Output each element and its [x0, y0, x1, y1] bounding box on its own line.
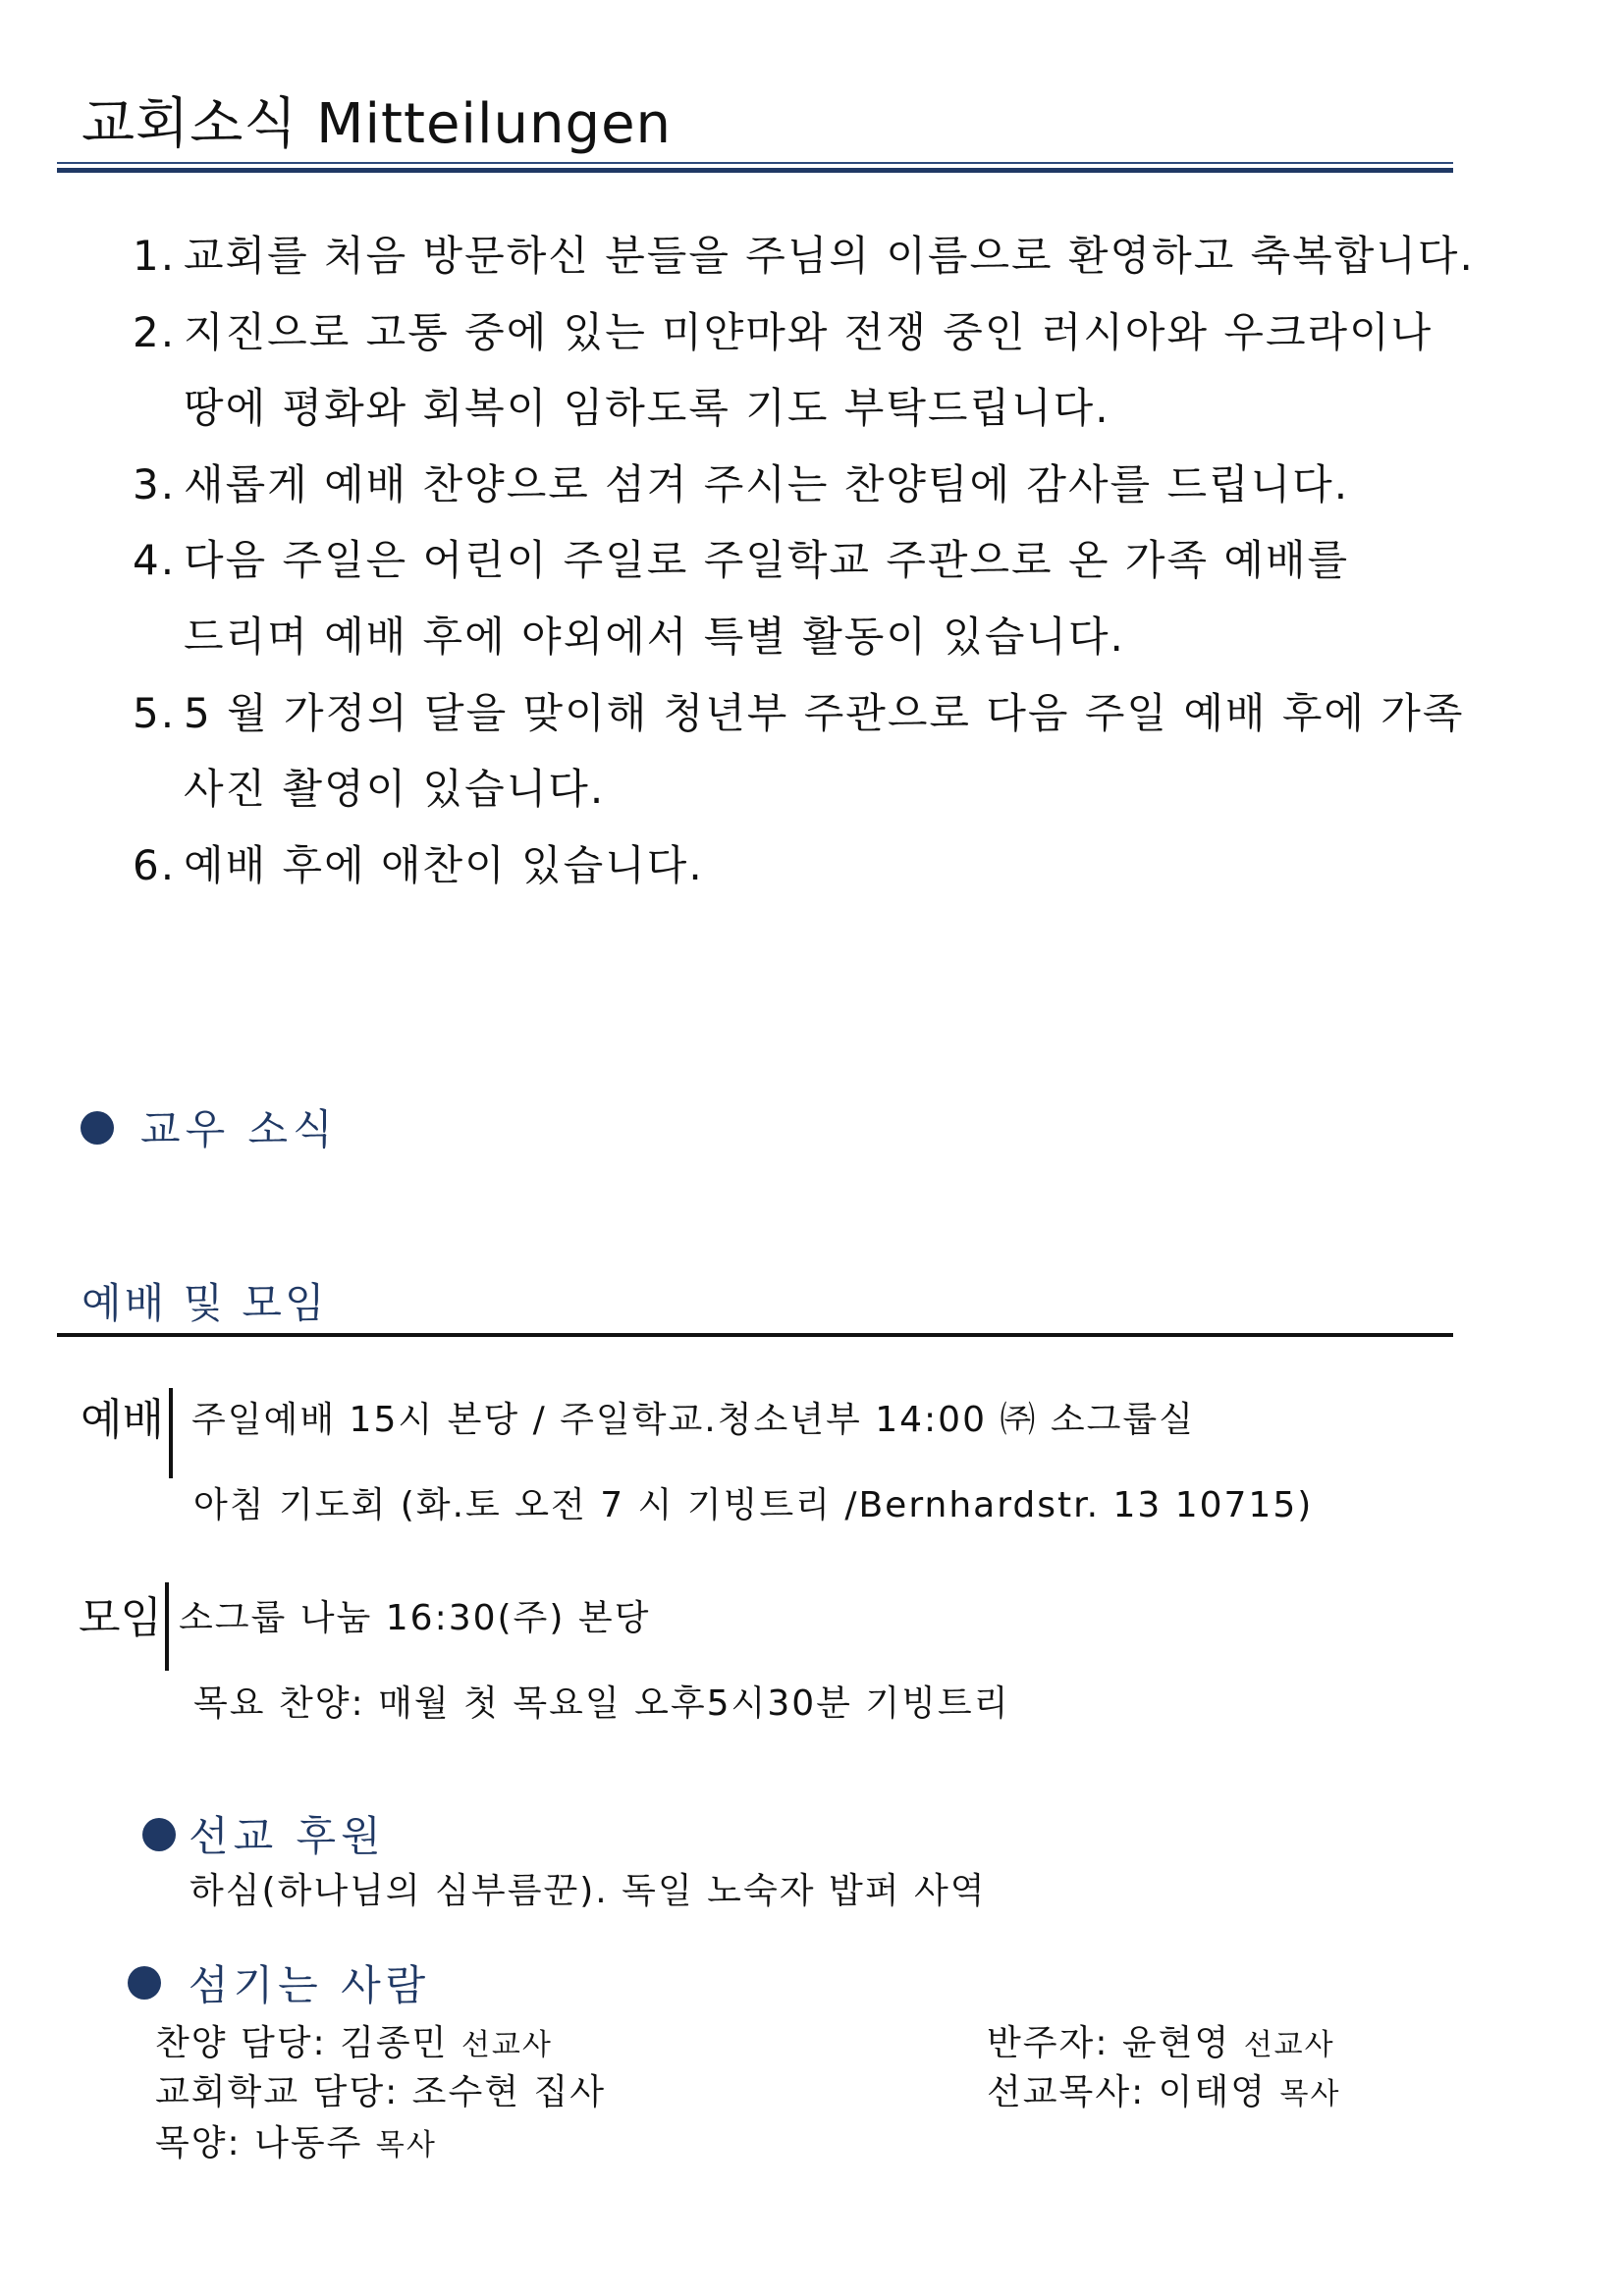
worship-divider [169, 1388, 173, 1478]
servers-heading: 섬기는 사람 [189, 1961, 431, 2009]
announcement-item: 5. 5 월 가정의 달을 맞이해 청년부 주관으로 다음 주일 예배 후에 가족 [133, 689, 1465, 737]
announcement-continuation: 땅에 평화와 회복이 임하도록 기도 부탁드립니다. [184, 384, 1110, 432]
server-entry: 찬양 담당: 김종민 선교사 [155, 2023, 553, 2063]
meeting-divider [165, 1582, 169, 1671]
mission-heading: 선교 후원 [189, 1812, 386, 1860]
announcement-item: 1. 교회를 처음 방문하신 분들을 주님의 이름으로 환영하고 축복합니다. [133, 232, 1475, 280]
server-entry: 선교목사: 이태영 목사 [987, 2072, 1341, 2112]
meeting-label: 모임 [79, 1593, 163, 1643]
title-rule-thick [57, 168, 1453, 173]
announcement-continuation: 드리며 예배 후에 야외에서 특별 활동이 있습니다. [184, 613, 1125, 661]
worship-line-2: 아침 기도회 (화.토 오전 7 시 기빙트리 /Bernhardstr. 13 10715) [193, 1485, 1314, 1525]
server-entry: 반주자: 윤현영 선교사 [987, 2023, 1335, 2063]
mission-text: 하심(하나님의 심부름꾼). 독일 노숙자 밥퍼 사역 [189, 1871, 987, 1911]
worship-rule [57, 1333, 1453, 1337]
page-title: 교회소식 Mitteilungen [81, 92, 673, 156]
announcement-item: 2. 지진으로 고통 중에 있는 미얀마와 전쟁 중인 러시아와 우크라이나 [133, 308, 1434, 356]
worship-line-1: 주일예배 15시 본당 / 주일학교.청소년부 14:00 ㈜ 소그룹실 [191, 1400, 1195, 1440]
title-rule-thin [57, 162, 1453, 164]
server-entry: 교회학교 담당: 조수현 집사 [155, 2072, 606, 2112]
worship-heading: 예배 및 모임 [81, 1279, 328, 1327]
meeting-line-1: 소그룹 나눔 16:30(주) 본당 [179, 1598, 651, 1638]
announcement-item: 4. 다음 주일은 어린이 주일로 주일학교 주관으로 온 가족 예배를 [133, 536, 1350, 584]
bullet-dot-icon [128, 1966, 161, 2000]
announcement-item: 3. 새롭게 예배 찬양으로 섬겨 주시는 찬양팀에 감사를 드립니다. [133, 460, 1350, 508]
bullet-dot-icon [142, 1818, 176, 1851]
announcement-item: 6. 예배 후에 애찬이 있습니다. [133, 841, 704, 889]
bullet-dot-icon [81, 1111, 114, 1145]
member-news-heading: 교우 소식 [140, 1105, 338, 1153]
server-entry: 목양: 나동주 목사 [155, 2123, 437, 2163]
worship-label: 예배 [81, 1395, 165, 1445]
meeting-line-2: 목요 찬양: 매월 첫 목요일 오후5시30분 기빙트리 [193, 1683, 1010, 1724]
announcement-continuation: 사진 촬영이 있습니다. [184, 765, 606, 813]
